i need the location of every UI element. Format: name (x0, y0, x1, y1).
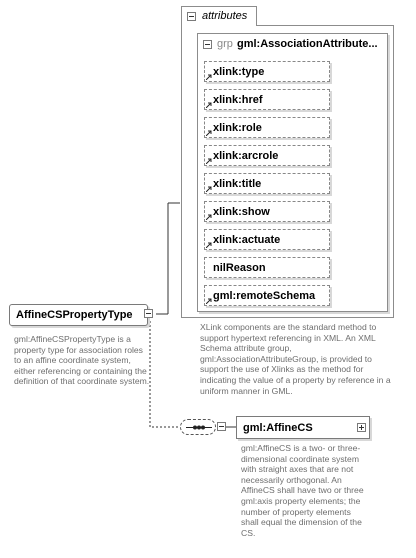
collapse-icon[interactable] (187, 12, 196, 21)
child-element-box[interactable] (236, 416, 370, 439)
reference-arrow-icon (206, 242, 212, 248)
attribute-label: xlink:title (213, 178, 262, 190)
reference-arrow-icon (206, 186, 212, 192)
root-type-description: gml:AffineCSPropertyType is a property type for association roles to an affine coordinate system, either referencing or containing the definition of that coordinate system. (14, 334, 150, 387)
attribute-item[interactable] (204, 257, 330, 278)
reference-arrow-icon (206, 130, 212, 136)
group-name[interactable]: gml:AssociationAttribute... (237, 38, 378, 50)
attribute-item[interactable] (204, 117, 330, 138)
attribute-label: gml:remoteSchema (213, 290, 316, 302)
attribute-item[interactable] (204, 229, 330, 250)
attribute-label: xlink:arcrole (213, 150, 279, 162)
root-type-name: AffineCSPropertyType (16, 309, 133, 321)
attribute-item[interactable] (204, 201, 330, 222)
attribute-item[interactable] (204, 173, 330, 194)
reference-arrow-icon (206, 102, 212, 108)
attributes-title: attributes (202, 10, 248, 22)
attribute-item[interactable] (204, 89, 330, 110)
reference-arrow-icon (206, 74, 212, 80)
child-element-name: gml:AffineCS (243, 422, 313, 434)
collapse-icon[interactable] (203, 40, 212, 49)
group-prefix: grp (217, 38, 233, 50)
attribute-label: xlink:actuate (213, 234, 281, 246)
sequence-icon (185, 423, 213, 432)
attribute-item[interactable] (204, 61, 330, 82)
reference-arrow-icon (206, 158, 212, 164)
sequence-compositor[interactable] (180, 419, 216, 435)
reference-arrow-icon (206, 214, 212, 220)
attribute-item[interactable] (204, 145, 330, 166)
attribute-item[interactable] (204, 285, 330, 306)
attribute-label: xlink:role (213, 122, 262, 134)
sequence-connector (150, 321, 180, 427)
reference-arrow-icon (206, 298, 212, 304)
collapse-icon[interactable] (144, 309, 153, 318)
attribute-label: xlink:href (213, 94, 263, 106)
child-element-description: gml:AffineCS is a two- or three-dimensional coordinate system with straight axes that are not necessarily orthogonal. An AffineCS shall have two or three gml:axis property elements; the number of property elements shall equal the dimension of the CS. (241, 443, 364, 538)
root-type-box[interactable] (9, 304, 148, 326)
expand-icon[interactable] (357, 423, 366, 432)
collapse-icon[interactable] (217, 422, 226, 431)
attributes-tab[interactable] (181, 6, 257, 26)
attribute-label: xlink:show (213, 206, 270, 218)
attribute-label: xlink:type (213, 66, 265, 78)
attributes-description: XLink components are the standard method to support hypertext referencing in XML. An XML Schema attribute group, gml:AssociationAttributeGroup, is provided to support the use of Xlinks as the method for indicating the value of a property by reference in a uniform manner in GML. (200, 322, 391, 396)
attribute-label: nilReason (213, 262, 266, 274)
